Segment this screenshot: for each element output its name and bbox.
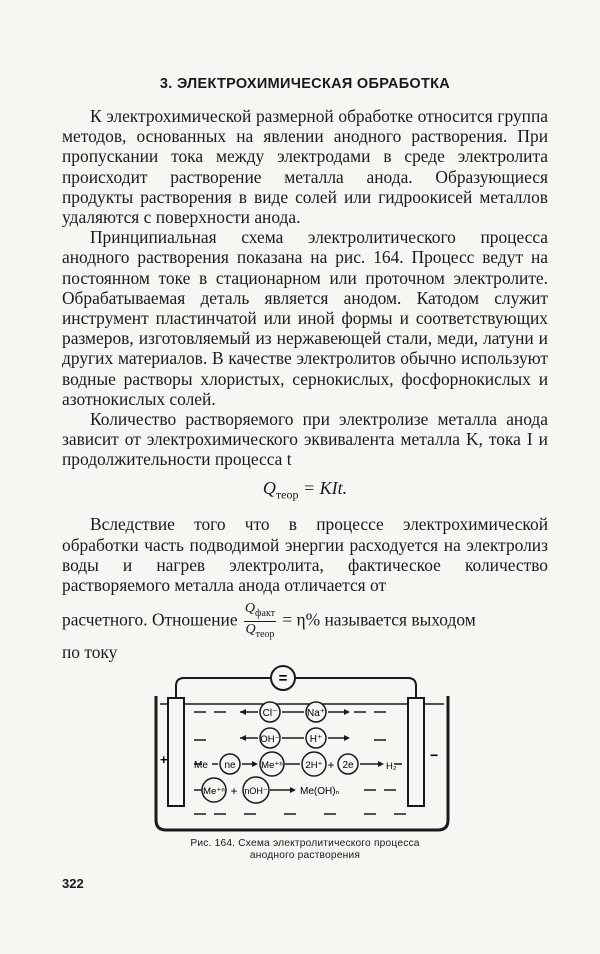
power-source-symbol: = bbox=[278, 670, 288, 687]
cathode-plate bbox=[408, 698, 424, 806]
na-arrow-right-icon bbox=[344, 709, 350, 715]
paragraph-2: Принципиальная схема электролитического процесса анодного растворения показана на рис. 164. Процесс ведут на постоянном токе в стационарном или проточном электролите. Обрабатываемая деталь является анодом. Катодом служит инструмент пластинчатой или иной формы и соответствующих размеров, изготовляемый из нержавеющей стали, меди, латуни и других материалов. В качестве электролитов обычно используют водные растворы хлористых, сернокислых, фосфорнокислых и азотнокислых солей. bbox=[62, 227, 548, 409]
anode-plate bbox=[168, 698, 184, 806]
metal-label: Me bbox=[194, 760, 208, 771]
ratio-tail: по току bbox=[62, 641, 118, 662]
plus-sign-2: + bbox=[230, 784, 238, 798]
cl-arrow-left-icon bbox=[240, 709, 246, 715]
fraction-denominator: $Q_{теор}$ bbox=[245, 622, 275, 640]
hydroxide-arrow-right-icon bbox=[290, 787, 296, 793]
anode-sign: + bbox=[160, 752, 168, 767]
me-arrow-right-icon bbox=[252, 761, 258, 767]
caption-line-1: Рис. 164. Схема электролитического процесса bbox=[190, 838, 420, 849]
electrolysis-diagram bbox=[154, 652, 450, 834]
page-number: 322 bbox=[62, 876, 84, 891]
ion-oh-label: OH⁻ bbox=[260, 734, 280, 745]
paragraph-4: Вследствие того что в процессе электрохимической обработки часть подводимой энергии расходуется на электролиз воды и нагрев электролита, фактическое количество растворяемого металла анода отличается от bbox=[62, 514, 548, 596]
ion-2h-label: 2H⁺ bbox=[305, 760, 323, 771]
caption-line-2: анодного растворения bbox=[249, 850, 361, 861]
electron-2e-label: 2e bbox=[342, 760, 354, 771]
formula-lhs-sub: теор bbox=[275, 487, 299, 502]
body-text bbox=[62, 106, 548, 662]
ion-me-n2-label: Me⁺ⁿ bbox=[203, 786, 225, 797]
ratio-line bbox=[62, 601, 548, 642]
ion-me-n-label: Me⁺ⁿ bbox=[261, 760, 283, 771]
paragraph-1: К электрохимической размерной обработке относится группа методов, основанных на явлении анодного растворения. При пропускании тока между электродами в среде электролита происходит растворение металла анода. Образующиеся продукты растворения в виде солей или гидроокисей металлов удаляются с поверхности анода. bbox=[62, 106, 548, 228]
ratio-before: расчетного. Отношение bbox=[62, 609, 238, 630]
h2-arrow-right-icon bbox=[378, 761, 384, 767]
oh-arrow-left-icon bbox=[240, 735, 246, 741]
fraction-numerator: $Q_{факт}$ bbox=[244, 601, 276, 622]
figure-caption bbox=[62, 838, 548, 862]
plus-sign: + bbox=[327, 758, 335, 772]
cathode-sign: − bbox=[430, 747, 439, 763]
formula-lhs: Q bbox=[262, 477, 276, 498]
ion-cl-label: Cl⁻ bbox=[262, 708, 278, 719]
ion-h-label: H⁺ bbox=[309, 734, 323, 745]
section-heading: 3. ЭЛЕКТРОХИМИЧЕСКАЯ ОБРАБОТКА bbox=[159, 76, 451, 92]
h-arrow-right-icon bbox=[344, 735, 350, 741]
formula-q-theor bbox=[62, 478, 548, 505]
electron-ne-label: ne bbox=[224, 760, 236, 771]
ratio-fraction bbox=[244, 601, 276, 642]
hydrogen-gas-label: H₂ bbox=[386, 761, 397, 772]
formula-rhs: = KIt. bbox=[302, 477, 348, 498]
ion-noh-label: nOH⁻ bbox=[244, 786, 268, 796]
paragraph-3: Количество растворяемого при электролизе металла анода зависит от электрохимического эквивалента металла K, тока I и продолжительности процесса t bbox=[62, 409, 548, 470]
anode-wire bbox=[176, 678, 270, 752]
metal-hydroxide-label: Me(OH)ₙ bbox=[300, 786, 340, 797]
ratio-after: = η% называется выходом bbox=[282, 609, 476, 630]
ion-na-label: Na⁺ bbox=[306, 708, 326, 719]
